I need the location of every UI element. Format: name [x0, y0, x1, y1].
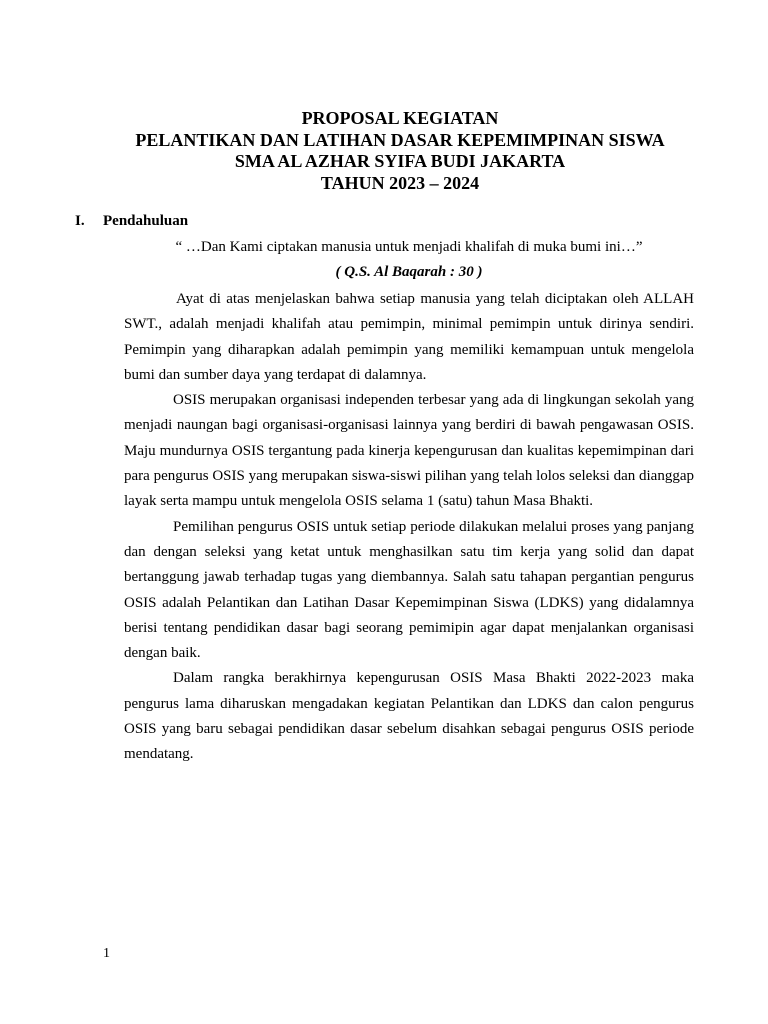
section-number: I. — [75, 213, 85, 229]
title-line-1: PROPOSAL KEGIATAN — [301, 108, 499, 128]
paragraph-4: Dalam rangka berakhirnya kepengurusan OSIS Masa Bhakti 2022-2023 maka pengurus lama diharuskan mengadakan kegiatan Pelantikan dan LDKS dan calon pengurus OSIS yang baru sebagai pendidikan dasar sebelum disahkan sebagai pengurus OSIS periode mendatang. — [124, 670, 694, 763]
title-line-4: TAHUN 2023 – 2024 — [320, 172, 480, 193]
paragraph-3: Pemilihan pengurus OSIS untuk setiap periode dilakukan melalui proses yang panjang dan dengan seleksi yang ketat untuk menghasilkan satu tim kerja yang solid dan dapat bertanggung jawab terhadap tugas yang diembannya. Salah satu tahapan pergantian pengurus OSIS adalah Pelantikan dan Latihan Dasar Kepemimpinan Siswa (LDKS) yang didalamnya berisi tentang pendidikan dasar bagi seorang pemimipin agar dapat menjalankan organisasi dengan baik. — [124, 518, 694, 662]
title-line-3: SMA AL AZHAR SYIFA BUDI JAKARTA — [234, 151, 566, 171]
page-number: 1 — [103, 946, 110, 961]
section-title: Pendahuluan — [103, 213, 189, 229]
body-text — [124, 287, 694, 768]
title-line-2: PELANTIKAN DAN LATIHAN DASAR KEPEMIMPINAN SISWA — [135, 129, 665, 150]
quote-citation: ( Q.S. Al Baqarah : 30 ) — [335, 264, 483, 280]
paragraph-1: Ayat di atas menjelaskan bahwa setiap manusia yang telah diciptakan oleh ALLAH SWT., adalah menjadi khalifah atau pemimpin, minimal pemimpin untuk dirinya sendiri. Pemimpin yang diharapkan adalah pemimpin yang memiliki kemampuan untuk mengelola bumi dan sumber daya yang terdapat di dalamnya. — [124, 291, 694, 383]
section-heading — [75, 212, 188, 230]
quran-quote: “ …Dan Kami ciptakan manusia untuk menjadi khalifah di muka bumi ini…” — [175, 239, 643, 255]
paragraph-2: OSIS merupakan organisasi independen terbesar yang ada di lingkungan sekolah yang menjadi naungan bagi organisasi-organisasi lainnya yang berdiri di bawah pengawasan OSIS. Maju mundurnya OSIS tergantung pada kinerja kepengurusan dan kualitas kepemimpinan dari para pengurus OSIS yang merupakan siswa-siswi pilihan yang telah lolos seleksi dan dianggap layak serta mampu untuk mengelola OSIS selama 1 (satu) tahun Masa Bhakti. — [124, 392, 694, 510]
document-title — [0, 108, 768, 194]
